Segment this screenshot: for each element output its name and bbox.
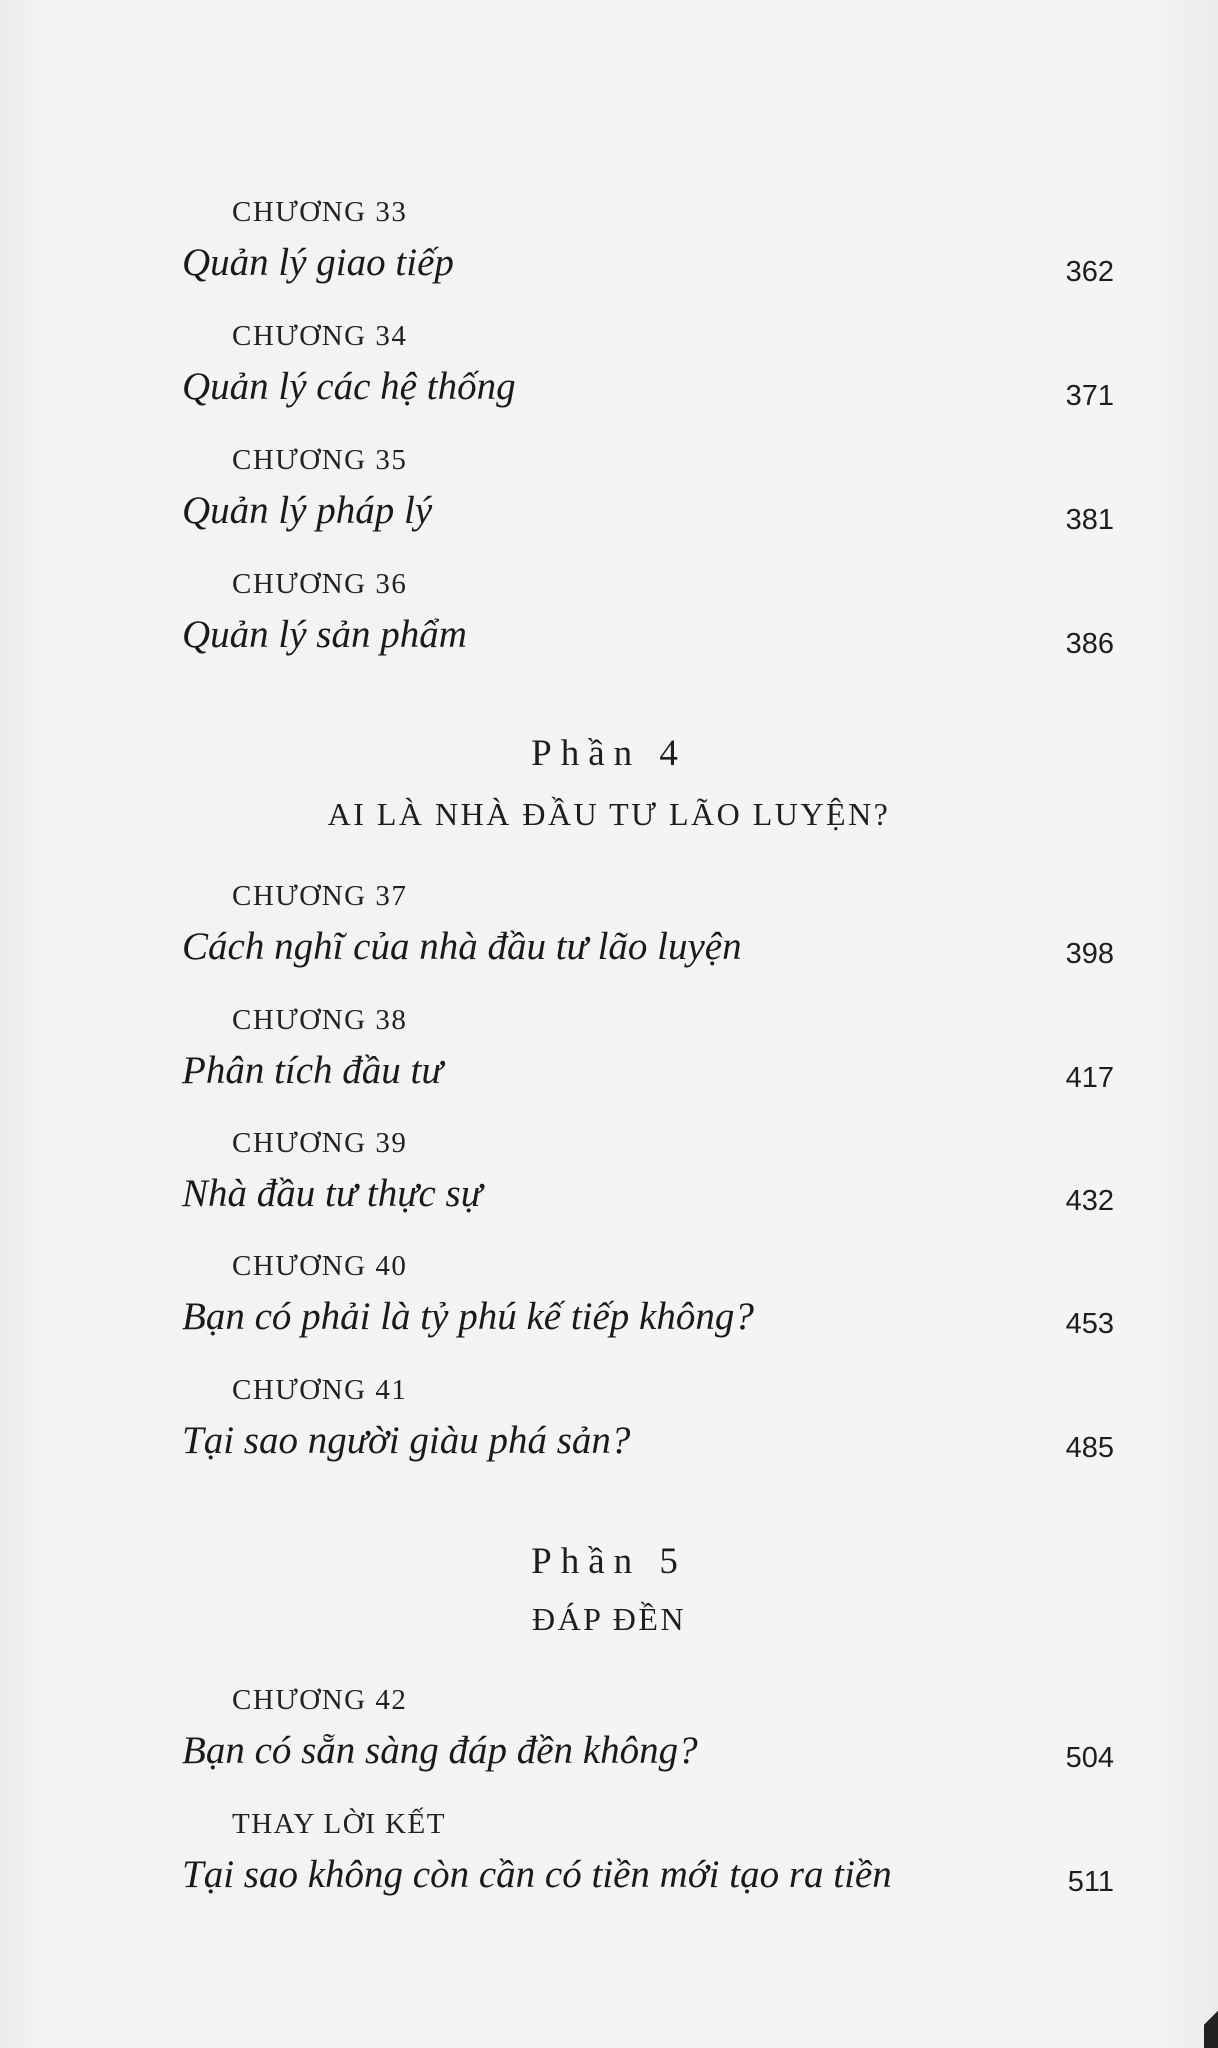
chapter-label: CHƯƠNG 42 xyxy=(232,1684,408,1716)
chapter-title: Quản lý sản phẩm xyxy=(182,613,467,656)
chapter-page-number: 432 xyxy=(1065,1185,1114,1217)
chapter-page-number: 453 xyxy=(1065,1308,1114,1340)
chapter-title: Phân tích đầu tư xyxy=(182,1049,443,1092)
chapter-label: CHƯƠNG 34 xyxy=(232,320,408,352)
chapter-page-number: 362 xyxy=(1065,256,1114,288)
chapter-page-number: 485 xyxy=(1065,1432,1114,1464)
chapter-page-number: 381 xyxy=(1065,504,1114,536)
chapter-page-number: 398 xyxy=(1065,938,1114,970)
chapter-label: CHƯƠNG 39 xyxy=(232,1127,408,1159)
part-title: AI LÀ NHÀ ĐẦU TƯ LÃO LUYỆN? xyxy=(327,796,891,832)
chapter-label: THAY LỜI KẾT xyxy=(232,1808,446,1840)
part-heading: Phần 4 xyxy=(531,733,687,774)
part-title: ĐÁP ĐỀN xyxy=(531,1601,687,1637)
chapter-title: Cách nghĩ của nhà đầu tư lão luyện xyxy=(182,925,742,968)
chapter-title: Tại sao không còn cần có tiền mới tạo ra tiền xyxy=(182,1853,892,1896)
chapter-label: CHƯƠNG 38 xyxy=(232,1004,408,1036)
chapter-title: Quản lý giao tiếp xyxy=(182,241,454,284)
chapter-title: Tại sao người giàu phá sản? xyxy=(182,1419,631,1462)
chapter-label: CHƯƠNG 41 xyxy=(232,1374,408,1406)
chapter-page-number: 417 xyxy=(1065,1062,1114,1094)
page-corner-shadow xyxy=(1204,1988,1218,2048)
chapter-label: CHƯƠNG 33 xyxy=(232,196,408,228)
chapter-page-number: 371 xyxy=(1065,380,1114,412)
chapter-title: Bạn có phải là tỷ phú kế tiếp không? xyxy=(182,1295,754,1338)
chapter-page-number: 386 xyxy=(1065,628,1114,660)
part-heading: Phần 5 xyxy=(531,1541,687,1582)
chapter-title: Quản lý các hệ thống xyxy=(182,365,516,408)
chapter-title: Quản lý pháp lý xyxy=(182,489,433,532)
chapter-label: CHƯƠNG 40 xyxy=(232,1250,408,1282)
chapter-label: CHƯƠNG 36 xyxy=(232,568,408,600)
chapter-page-number: 511 xyxy=(1067,1866,1114,1898)
chapter-title: Bạn có sẵn sàng đáp đền không? xyxy=(182,1729,698,1772)
chapter-label: CHƯƠNG 37 xyxy=(232,880,408,912)
chapter-title: Nhà đầu tư thực sự xyxy=(182,1172,482,1215)
chapter-label: CHƯƠNG 35 xyxy=(232,444,408,476)
chapter-page-number: 504 xyxy=(1065,1742,1114,1774)
